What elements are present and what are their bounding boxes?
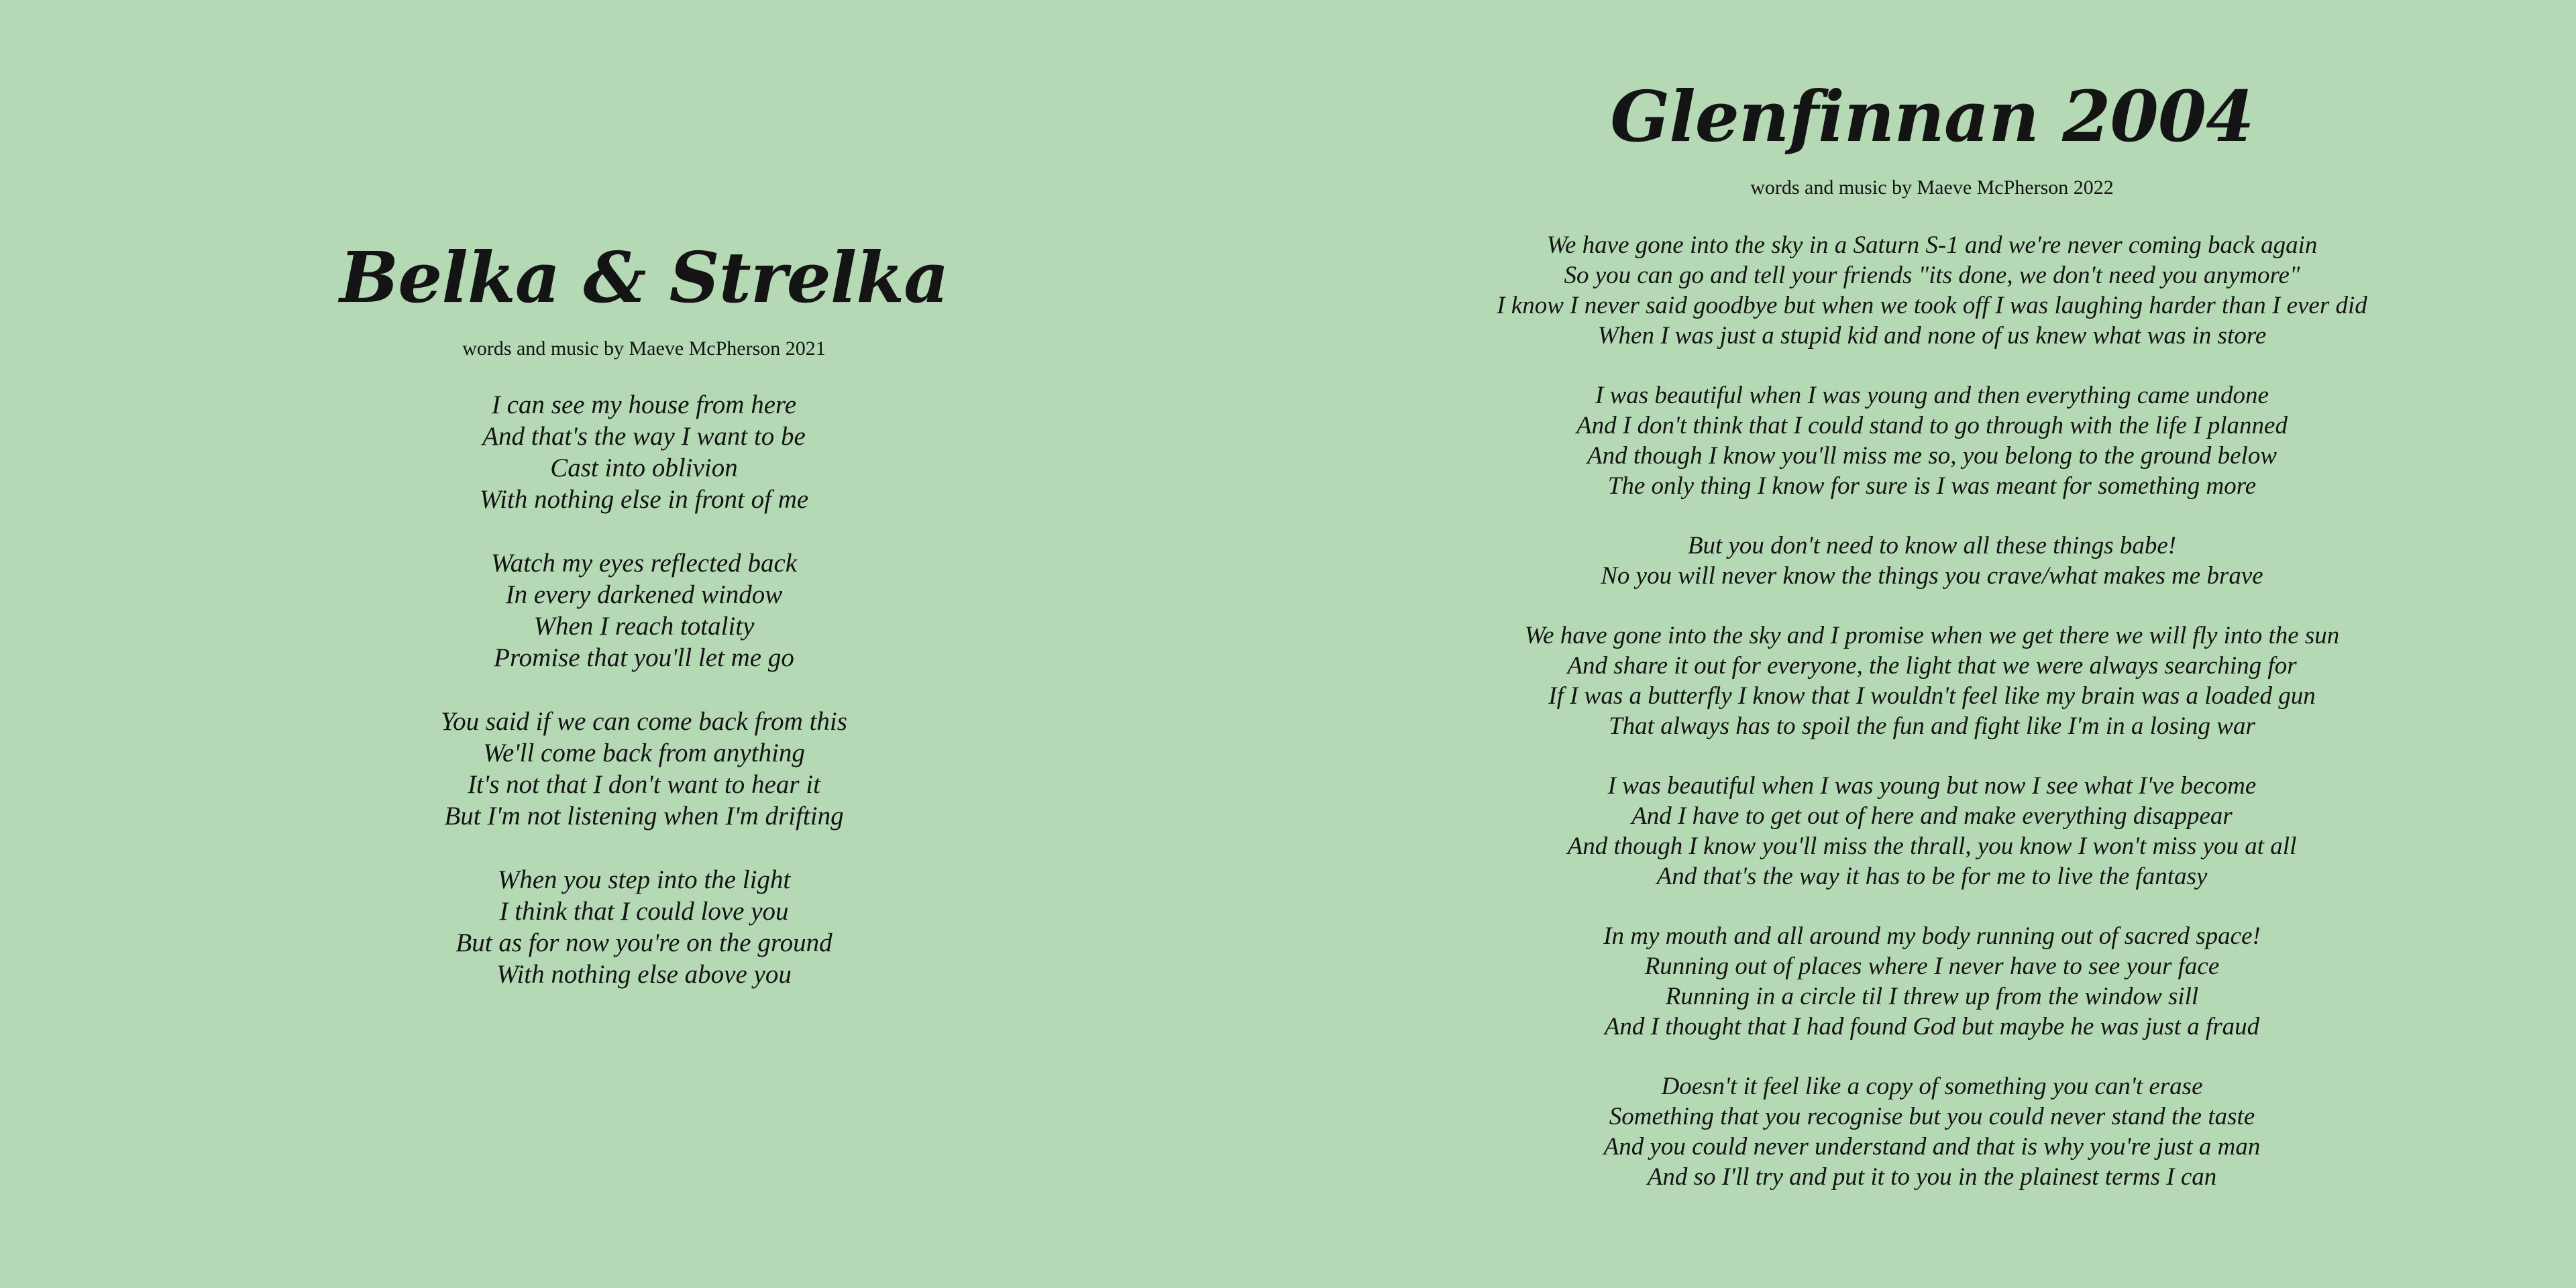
right-page [1288, 0, 2576, 1288]
lyric-line: And though I know you'll miss me so, you belong to the ground below [1587, 442, 2277, 470]
verse [0, 389, 1288, 515]
lyric-line: Running in a circle til I threw up from the window sill [1665, 983, 2199, 1010]
lyrics [0, 389, 1288, 990]
lyric-line: And that's the way I want to be [482, 422, 806, 451]
lyric-line: And you could never understand and that is why you're just a man [1603, 1133, 2261, 1161]
lyric-line: Cast into oblivion [550, 453, 738, 482]
lyric-line: But you don't need to know all these things babe! [1687, 532, 2177, 559]
lyric-line: We have gone into the sky in a Saturn S-1 and we're never coming back again [1546, 231, 2318, 259]
lyric-line: I was beautiful when I was young but now I see what I've become [1607, 772, 2257, 800]
lyric-line: But I'm not listening when I'm drifting [444, 802, 844, 830]
lyric-line: You said if we can come back from this [441, 707, 847, 736]
verse [1288, 531, 2576, 591]
lyric-line: We have gone into the sky and I promise when we get there we will fly into the sun [1524, 622, 2340, 649]
lyric-line: I was beautiful when I was young and then everything came undone [1595, 382, 2269, 409]
lyric-line: I know I never said goodbye but when we took off I was laughing harder than I ever did [1497, 292, 2367, 319]
lyric-line: Doesn't it feel like a copy of something you can't erase [1661, 1073, 2203, 1100]
lyric-line: I can see my house from here [491, 390, 797, 419]
lyric-line: And though I know you'll miss the thrall, you know I won't miss you at all [1567, 833, 2297, 860]
verse [1288, 1071, 2576, 1192]
lyric-line: So you can go and tell your friends "its done, we don't need you anymore" [1564, 262, 2300, 289]
lyric-line: Running out of places where I never have to see your face [1644, 953, 2220, 980]
verse [1288, 921, 2576, 1042]
lyric-line: We'll come back from anything [483, 739, 805, 767]
lyrics [1288, 230, 2576, 1192]
verse [1288, 380, 2576, 501]
lyric-line: And that's the way it has to be for me to live the fantasy [1656, 863, 2208, 890]
lyric-line: When I was just a stupid kid and none of us knew what was in store [1597, 322, 2267, 350]
lyric-line: In every darkened window [505, 580, 783, 609]
verse [1288, 230, 2576, 351]
verse [0, 706, 1288, 832]
lyric-line: With nothing else above you [496, 960, 792, 989]
lyric-line: When I reach totality [533, 612, 755, 641]
lyric-line: That always has to spoil the fun and fight like I'm in a losing war [1609, 712, 2255, 740]
song-title: Glenfinnan 2004 [1610, 75, 2254, 158]
song-credit: words and music by Maeve McPherson 2021 [462, 337, 826, 360]
lyric-line: In my mouth and all around my body running out of sacred space! [1603, 922, 2261, 950]
lyric-line: And I have to get out of here and make everything disappear [1631, 802, 2233, 830]
lyric-line: With nothing else in front of me [479, 485, 809, 514]
lyric-line: Watch my eyes reflected back [490, 549, 798, 578]
verse [0, 864, 1288, 990]
verse [1288, 771, 2576, 892]
lyric-line: It's not that I don't want to hear it [468, 770, 820, 799]
song-credit: words and music by Maeve McPherson 2022 [1750, 176, 2114, 199]
lyric-line: But as for now you're on the ground [455, 928, 833, 957]
lyric-line: I think that I could love you [499, 897, 789, 926]
lyric-line: And I thought that I had found God but maybe he was just a fraud [1604, 1013, 2260, 1040]
verse [1288, 621, 2576, 741]
song-title: Belka & Strelka [339, 236, 949, 319]
lyric-line: Promise that you'll let me go [494, 643, 794, 672]
lyric-line: And I don't think that I could stand to go through with the life I planned [1576, 412, 2288, 439]
lyric-line: And share it out for everyone, the light that we were always searching for [1567, 652, 2297, 680]
lyric-line: No you will never know the things you crave/what makes me brave [1601, 562, 2263, 590]
verse [0, 547, 1288, 674]
lyric-line: If I was a butterfly I know that I wouldn't feel like my brain was a loaded gun [1548, 682, 2316, 710]
lyric-line: And so I'll try and put it to you in the plainest terms I can [1647, 1163, 2217, 1191]
lyric-line: When you step into the light [497, 865, 791, 894]
lyric-line: Something that you recognise but you could never stand the taste [1609, 1103, 2255, 1130]
lyric-line: The only thing I know for sure is I was meant for something more [1607, 472, 2257, 500]
